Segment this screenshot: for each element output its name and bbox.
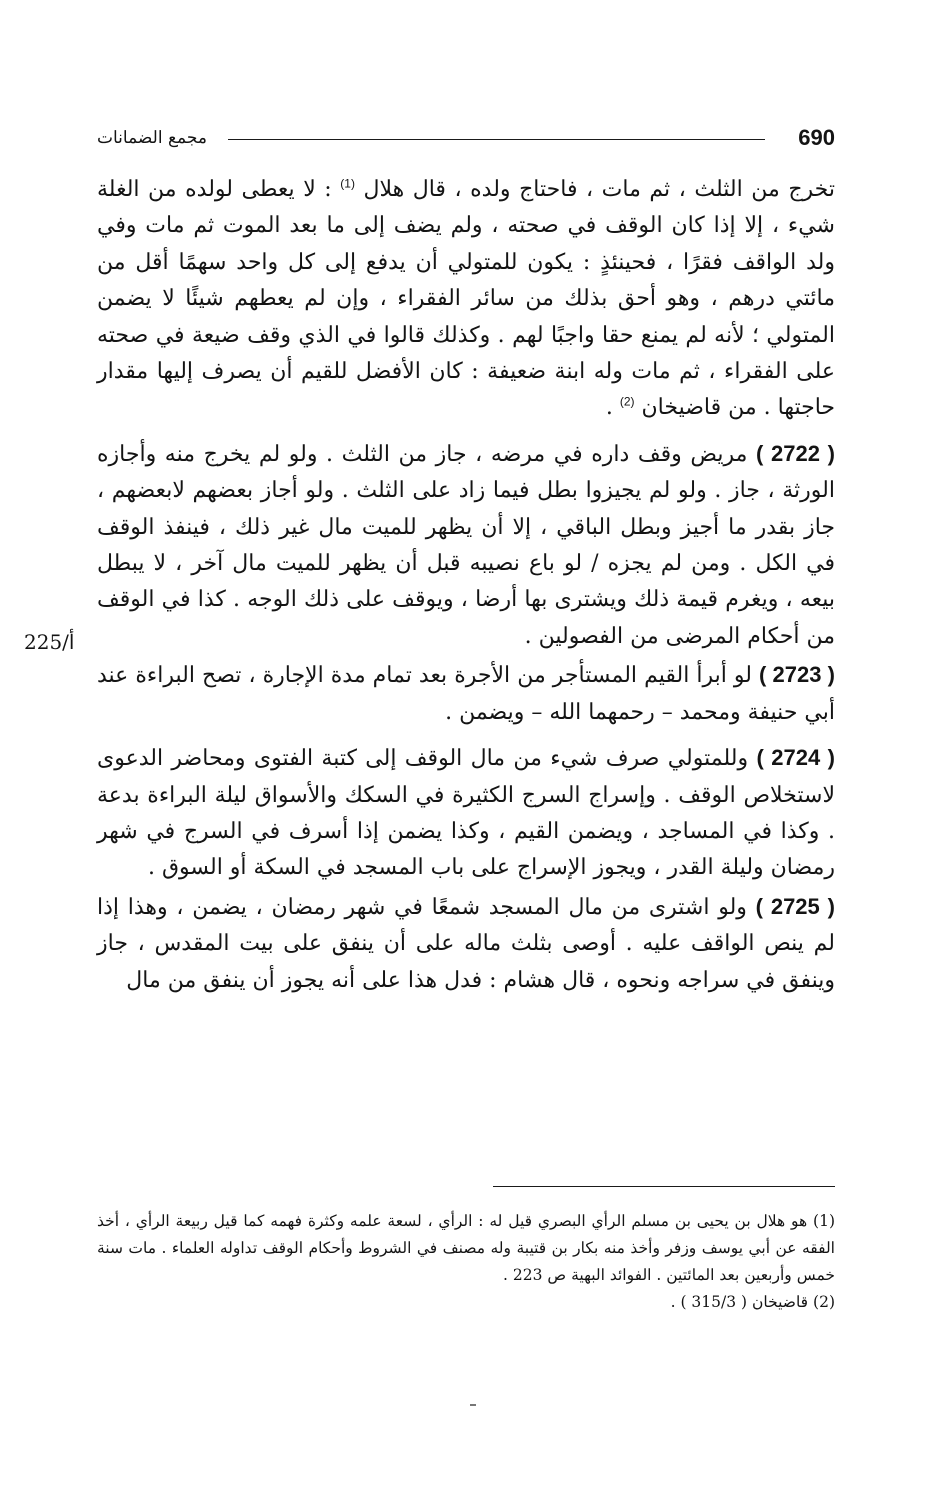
paragraph-text: . <box>605 395 620 421</box>
footnote-1: (1) هو هلال بن يحيى بن مسلم الرأي البصري قيل له : الرأي ، لسعة علمه وكثرة فهمه كما قيل ربيعة الرأي ، أخذ الفقه عن أبي يوسف وزفر وأخذ منه بكار بن قتيبة وله مصنف في الشروط وأحكام الوقف تداوله العلماء . مات سنة خمس وأربعين بعد المائتين . الفوائد البهية ص 223 . <box>97 1212 835 1284</box>
paragraph-continuation <box>97 172 835 427</box>
header-rule <box>228 139 765 140</box>
paragraph-text: وللمتولي صرف شيء من مال الوقف إلى كتبة الفتوى ومحاضر الدعوى لاستخلاص الوقف . وإسراج السرج الكثيرة في السكك والأسواق ليلة البراءة بدعة . وكذا في المساجد ، ويضمن القيم ، وكذا يضمن إذا أسرف في السرج في شهر رمضان وليلة القدر ، ويجوز الإسراج على باب المسجد في السكة أو السوق . <box>97 746 835 881</box>
footnote-2: (2) قاضيخان ( 315/3 ) . <box>670 1293 835 1311</box>
entry-number: ( 2724 ) <box>756 745 835 771</box>
paragraph-text: تخرج من الثلث ، ثم مات ، فاحتاج ولده ، قال هلال <box>354 177 835 202</box>
paragraph-text: ولو اشترى من مال المسجد شمعًا في شهر رمضان ، يضمن ، وهذا إذا لم ينص الواقف عليه . أوصى بثلث ماله على أن ينفق على بيت المقدس ، جاز وينفق في سراجه ونحوه ، قال هشام : فدل هذا على أنه يجوز أن ينفق من مال <box>97 894 835 993</box>
paragraph-2723 <box>97 657 835 731</box>
main-text <box>97 172 835 999</box>
paragraph-text: : لا يعطى لولده من الغلة شيء ، إلا إذا كان الوقف في صحته ، ولم يضف إلى ما بعد الموت ثم مات وفي ولد الواقف فقرًا ، فحينئذٍ : يكون للمتولي أن يدفع إلى كل واحد سهمًا أقل من مائتي درهم ، وهو أحق بذلك من سائر الفقراء ، وإن لم يعطهم شيئًا لا يضمن المتولي ؛ لأنه لم يمنع حقا واجبًا لهم . وكذلك قالوا في الذي وقف ضيعة في صحته على الفقراء ، ثم مات وله ابنة ضعيفة : كان الأفضل للقيم أن يصرف إليها مقدار حاجتها . من قاضيخان <box>97 177 835 421</box>
page-number: 690 <box>798 125 835 150</box>
entry-number: ( 2725 ) <box>755 893 835 919</box>
running-title: مجمع الضمانات <box>97 128 207 148</box>
footnotes <box>97 1208 835 1316</box>
page-header <box>97 124 835 152</box>
paragraph-text: لو أبرأ القيم المستأجر من الأجرة بعد تمام مدة الإجارة ، تصح البراءة عند أبي حنيفة ومحمد – رحمهما الله – ويضمن . <box>97 663 835 725</box>
footnote-separator <box>493 1186 835 1187</box>
paragraph-2724 <box>97 740 835 887</box>
paragraph-2722 <box>97 436 835 655</box>
margin-folio-reference: 225/أ <box>24 630 75 654</box>
entry-number: ( 2723 ) <box>759 662 835 688</box>
entry-number: ( 2722 ) <box>755 440 835 466</box>
paragraph-text: مريض وقف داره في مرضه ، جاز من الثلث . ولو لم يخرج منه وأجازه الورثة ، جاز . ولو لم يجيزوا بطل فيما زاد على الثلث . ولو أجاز بعضهم لابعضهم ، جاز بقدر ما أجيز وبطل الباقي ، إلا أن يظهر للميت مال غير ذلك ، فينفذ الوقف في الكل . ومن لم يجزه / لو باع نصيبه قبل أن يظهر للميت مال آخر ، لا يبطل بيعه ، ويغرم قيمة ذلك ويشترى بها أرضا ، ويوقف على ذلك الوجه . كذا في الوقف من أحكام المرضى من الفصولين . <box>97 441 835 649</box>
page-mark <box>470 1404 476 1406</box>
footnote-marker-1[interactable]: (1) <box>340 176 355 191</box>
paragraph-2725 <box>97 889 835 999</box>
footnote-marker-2[interactable]: (2) <box>619 395 635 410</box>
